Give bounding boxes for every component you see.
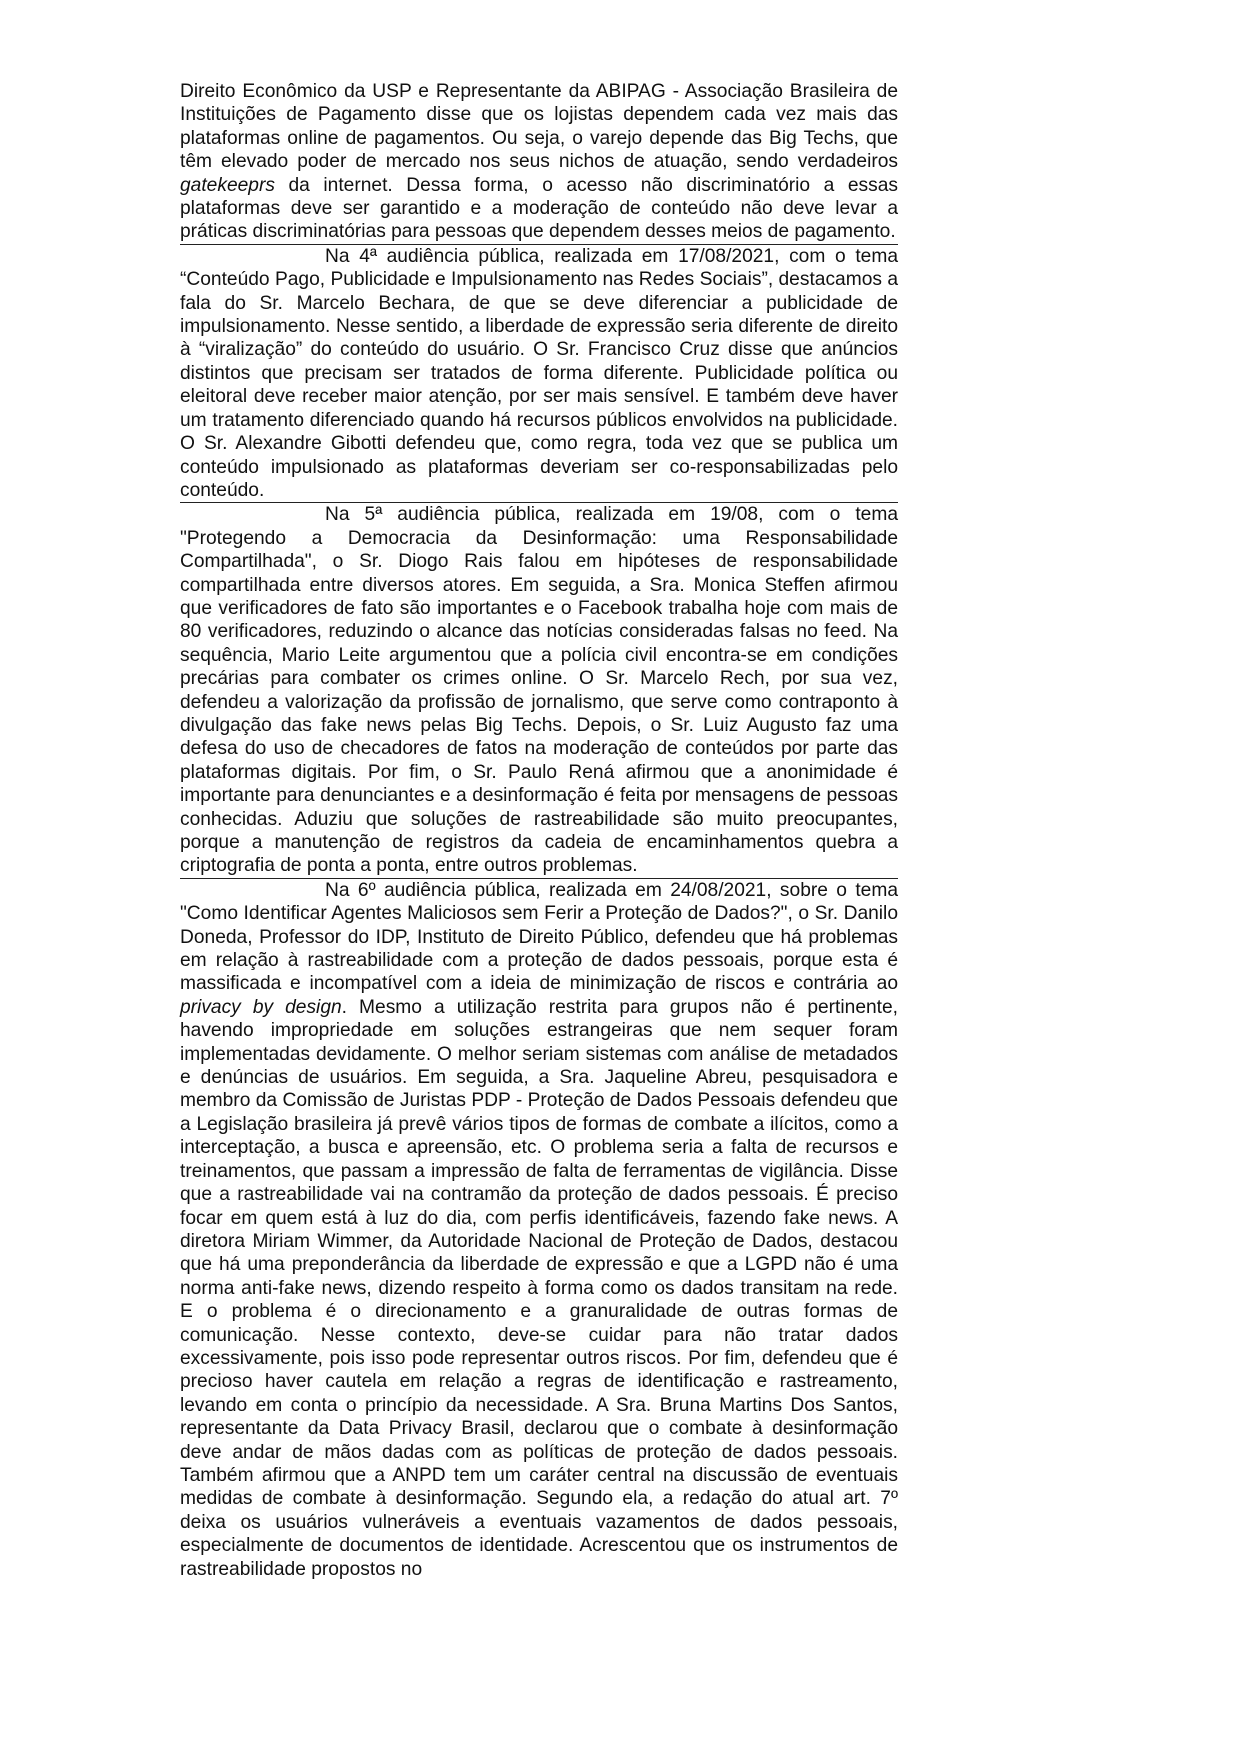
document-page xyxy=(180,80,898,1581)
paragraph-text: da internet. Dessa forma, o acesso não discriminatório a essas plataformas deve ser garantido e a moderação de conteúdo não deve levar a práticas discriminatórias para pessoas que dependem desses meios de pagamento. xyxy=(180,174,898,243)
paragraph-text: Na 4ª audiência pública, realizada em 17/08/2021, com o tema “Conteúdo Pago, Publicidade e Impulsionamento nas Redes Sociais”, destacamos a fala do Sr. Marcelo Bechara, de que se deve diferenciar a publicidade de impulsionamento. Nesse sentido, a liberdade de expressão seria diferente de direito à “viralização” do conteúdo do usuário. O Sr. Francisco Cruz disse que anúncios distintos que precisam ser tratados de forma diferente. Publicidade política ou eleitoral deve receber maior atenção, por ser mais sensível. E também deve haver um tratamento diferenciado quando há recursos públicos envolvidos na publicidade. O Sr. Alexandre Gibotti defendeu que, como regra, toda vez que se publica um conteúdo impulsionado as plataformas deveriam ser co-responsabilizadas pelo conteúdo. xyxy=(180,245,898,501)
italic-term-gatekeeprs: gatekeeprs xyxy=(180,174,275,196)
paragraph-text: . Mesmo a utilização restrita para grupos não é pertinente, havendo impropriedade em soluções estrangeiras que nem sequer foram implementadas devidamente. O melhor seriam sistemas com análise de metadados e denúncias de usuários. Em seguida, a Sra. Jaqueline Abreu, pesquisadora e membro da Comissão de Juristas PDP - Proteção de Dados Pessoais defendeu que a Legislação brasileira já prevê vários tipos de formas de combate a ilícitos, como a interceptação, a busca e apreensão, etc. O problema seria a falta de recursos e treinamentos, que passam a impressão de falta de ferramentas de vigilância. Disse que a rastreabilidade vai na contramão da proteção de dados pessoais. É preciso focar em quem está à luz do dia, com perfis identificáveis, fazendo fake news. A diretora Miriam Wimmer, da Autoridade Nacional de Proteção de Dados, destacou que há uma preponderância da liberdade de expressão e que a LGPD não é uma norma anti-fake news, dizendo respeito à forma como os dados transitam na rede. E o problema é o direcionamento e a granuralidade de outras formas de comunicação. Nesse contexto, deve-se cuidar para não tratar dados excessivamente, pois isso pode representar outros riscos. Por fim, defendeu que é precioso haver cautela em relação a regras de identificação e rastreamento, levando em conta o princípio da necessidade. A Sra. Bruna Martins Dos Santos, representante da Data Privacy Brasil, declarou que o combate à desinformação deve andar de mãos dadas com as políticas de proteção de dados pessoais. Também afirmou que a ANPD tem um caráter central na discussão de eventuais medidas de combate à desinformação. Segundo ela, a redação do atual art. 7º deixa os usuários vulneráveis a eventuais vazamentos de dados pessoais, especialmente de documentos de identidade. Acrescentou que os instrumentos de rastreabilidade propostos no xyxy=(180,996,898,1580)
paragraph-5th-hearing xyxy=(180,502,898,878)
paragraph-text: Na 5ª audiência pública, realizada em 19/08, com o tema "Protegendo a Democracia da Desinformação: uma Responsabilidade Compartilhada", o Sr. Diogo Rais falou em hipóteses de responsabilidade compartilhada entre diversos atores. Em seguida, a Sra. Monica Steffen afirmou que verificadores de fato são importantes e o Facebook trabalha hoje com mais de 80 verificadores, reduzindo o alcance das notícias consideradas falsas no feed. Na sequência, Mario Leite argumentou que a polícia civil encontra-se em condições precárias para combater os crimes online. O Sr. Marcelo Rech, por sua vez, defendeu a valorização da profissão de jornalismo, que serve como contraponto à divulgação das fake news pelas Big Techs. Depois, o Sr. Luiz Augusto faz uma defesa do uso de checadores de fatos na moderação de conteúdos por parte das plataformas digitais. Por fim, o Sr. Paulo Rená afirmou que a anonimidade é importante para denunciantes e a desinformação é feita por mensagens de pessoas conhecidas. Aduziu que soluções de rastreabilidade são muito preocupantes, porque a manutenção de registros da cadeia de encaminhamentos quebra a criptografia de ponta a ponta, entre outros problemas. xyxy=(180,504,898,877)
paragraph-6th-hearing xyxy=(180,878,898,1581)
paragraph-4th-hearing xyxy=(180,244,898,502)
paragraph-text: Direito Econômico da USP e Representante da ABIPAG - Associação Brasileira de Instituições de Pagamento disse que os lojistas dependem cada vez mais das plataformas online de pagamentos. Ou seja, o varejo depende das Big Techs, que têm elevado poder de mercado nos seus nichos de atuação, sendo verdadeiros xyxy=(180,81,898,173)
paragraph-abipag xyxy=(180,80,898,244)
paragraph-text: Na 6º audiência pública, realizada em 24/08/2021, sobre o tema "Como Identificar Agentes Maliciosos sem Ferir a Proteção de Dados?", o Sr. Danilo Doneda, Professor do IDP, Instituto de Direito Público, defendeu que há problemas em relação à rastreabilidade com a proteção de dados pessoais, porque esta é massificada e incompatível com a ideia de minimização de riscos e contrária ao xyxy=(180,879,898,995)
italic-term-privacy-by-design: privacy by design xyxy=(180,996,342,1018)
